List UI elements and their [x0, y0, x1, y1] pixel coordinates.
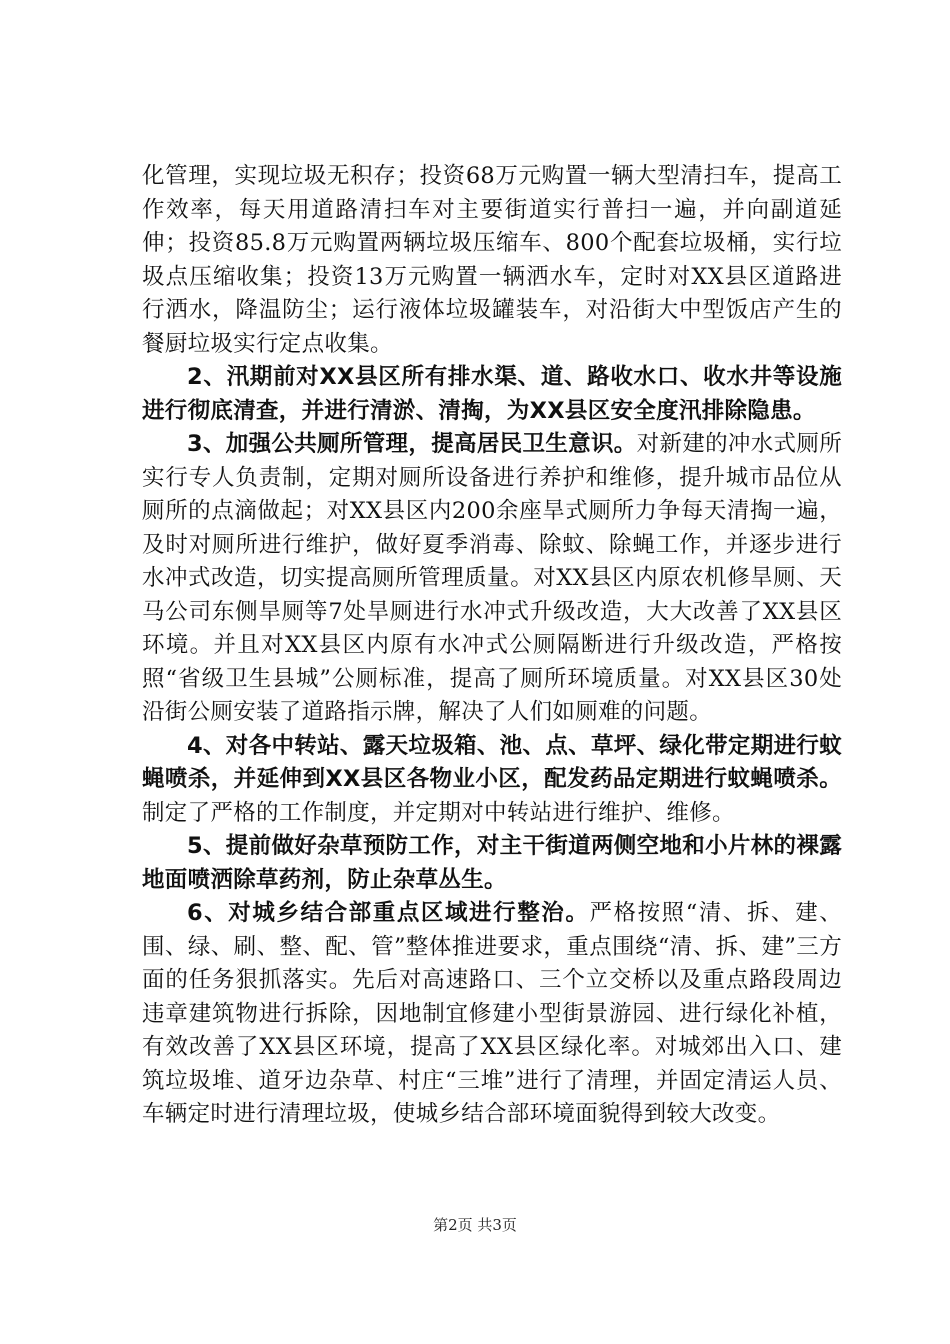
paragraph-item-3 [142, 428, 842, 730]
paragraph-item-4 [142, 730, 842, 831]
paragraph-text: 化管理，实现垃圾无积存；投资68万元购置一辆大型清扫车，提高工作效率，每天用道路清扫车对主要街道实行普扫一遍，并向副道延伸；投资85.8万元购置两辆垃圾压缩车、800个配套垃圾桶，实行垃圾点压缩收集；投资13万元购置一辆洒水车，定时对XX县区道路进行洒水，降温防尘；运行液体垃圾罐装车，对沿街大中型饭店产生的餐厨垃圾实行定点收集。 [142, 163, 842, 357]
paragraph-continuation [142, 160, 842, 361]
paragraph-lead: 5、提前做好杂草预防工作，对主干街道两侧空地和小片林的裸露地面喷洒除草药剂，防止杂草丛生。 [142, 833, 842, 893]
paragraph-lead: 2、汛期前对XX县区所有排水渠、道、路收水口、收水井等设施进行彻底清查，并进行清淤、清掏，为XX县区安全度汛排除隐患。 [142, 364, 842, 424]
paragraph-item-2 [142, 361, 842, 428]
paragraph-item-6 [142, 897, 842, 1132]
paragraph-lead: 4、对各中转站、露天垃圾箱、池、点、草坪、绿化带定期进行蚊蝇喷杀，并延伸到XX县区各物业小区，配发药品定期进行蚊蝇喷杀。 [142, 732, 842, 792]
paragraph-text: 严格按照“清、拆、建、围、绿、刷、整、配、管”整体推进要求，重点围绕“清、拆、建”三方面的任务狠抓落实。先后对高速路口、三个立交桥以及重点路段周边违章建筑物进行拆除，因地制宜修建小型街景游园、进行绿化补植，有效改善了XX县区环境，提高了XX县区绿化率。对城郊出入口、建筑垃圾堆、道牙边杂草、村庄“三堆”进行了清理，并固定清运人员、车辆定时进行清理垃圾，使城乡结合部环境面貌得到较大改变。 [142, 900, 842, 1127]
paragraph-text: 制定了严格的工作制度，并定期对中转站进行维护、维修。 [142, 799, 735, 826]
document-body [142, 160, 842, 1132]
paragraph-lead: 3、加强公共厕所管理，提高居民卫生意识。 [187, 431, 637, 457]
page-number-footer: 第2页 共3页 [433, 1216, 517, 1234]
paragraph-lead: 6、对城乡结合部重点区域进行整治。 [187, 900, 590, 926]
paragraph-text: 对新建的冲水式厕所实行专人负责制，定期对厕所设备进行养护和维修，提升城市品位从厕所的点滴做起；对XX县区内200余座旱式厕所力争每天清掏一遍，及时对厕所进行维护，做好夏季消毒、除蚊、除蝇工作，并逐步进行水冲式改造，切实提高厕所管理质量。对XX县区内原农机修旱厕、天马公司东侧旱厕等7处旱厕进行水冲式升级改造，大大改善了XX县区环境。并且对XX县区内原有水冲式公厕隔断进行升级改造，严格按照“省级卫生县城”公厕标准，提高了厕所环境质量。对XX县区30处沿街公厕安装了道路指示牌，解决了人们如厕难的问题。 [142, 431, 843, 725]
paragraph-item-5 [142, 830, 842, 897]
